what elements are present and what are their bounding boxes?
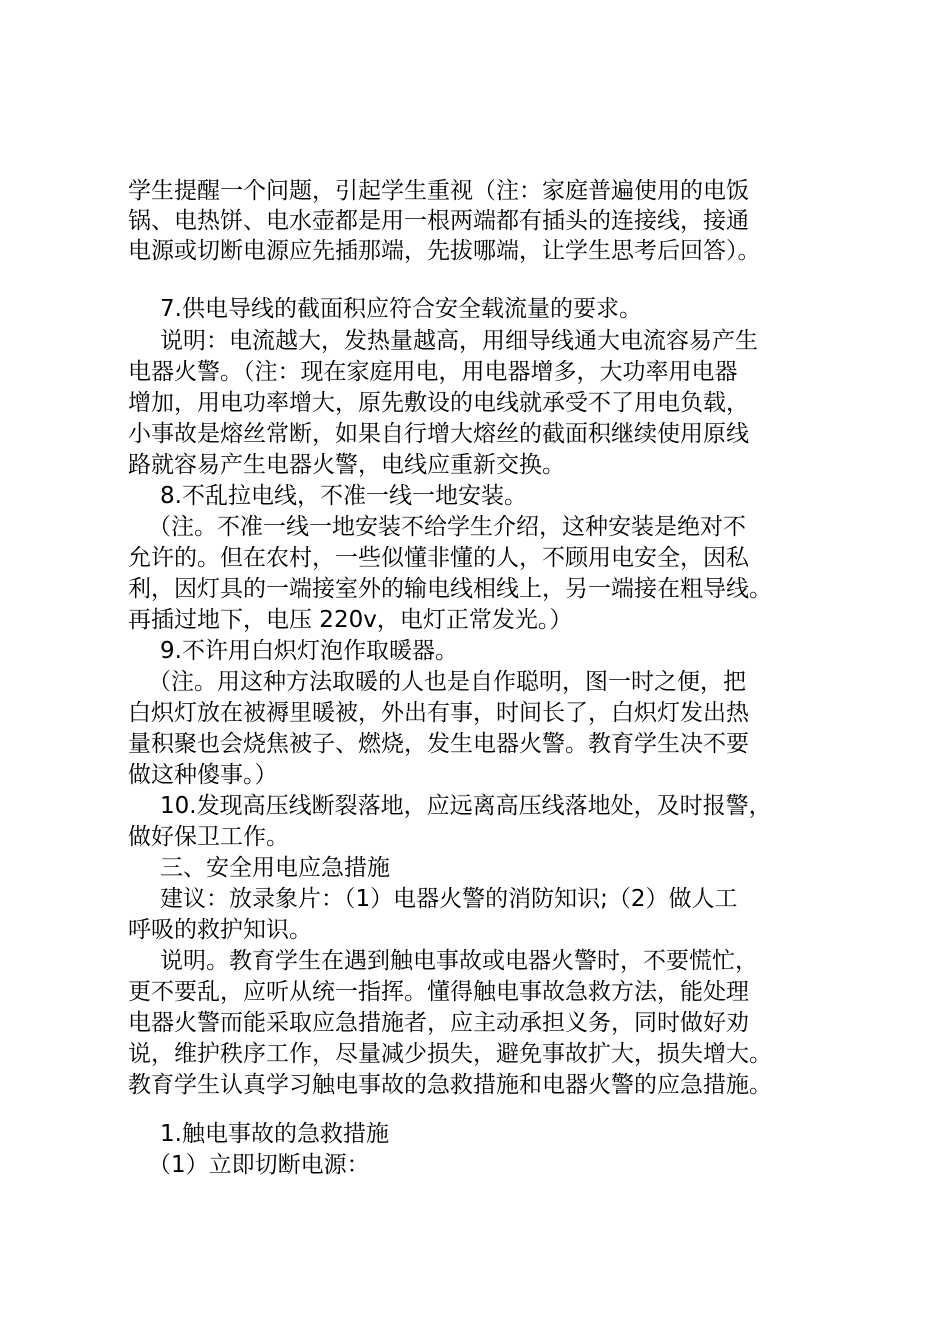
paragraph-line: 说明：电流越大，发热量越高，用细导线通大电流容易产生 bbox=[160, 328, 758, 354]
paragraph-line: 建议：放录象片：（1）电器火警的消防知识;（2）做人工 bbox=[160, 886, 738, 912]
paragraph-line: 锅、电热饼、电水壶都是用一根两端都有插头的连接线，接通 bbox=[128, 208, 749, 234]
paragraph-line: 呼吸的救护知识。 bbox=[128, 917, 312, 943]
paragraph-line: 做这种傻事。） bbox=[128, 762, 278, 788]
paragraph-line: 教育学生认真学习触电事故的急救措施和电器火警的应急措施。 bbox=[128, 1072, 772, 1098]
paragraph-line: 再插过地下，电压 220v，电灯正常发光。） bbox=[128, 607, 573, 633]
paragraph-line: 允许的。但在农村，一些似懂非懂的人，不顾用电安全，因私 bbox=[128, 545, 749, 571]
paragraph-line: （注。不准一线一地安装不给学生介绍，这种安装是绝对不 bbox=[148, 514, 746, 540]
section-item-10: 10.发现高压线断裂落地，应远离高压线落地处，及时报警， bbox=[160, 793, 772, 819]
section-item-9: 9.不许用白炽灯泡作取暖器。 bbox=[160, 638, 458, 664]
paragraph-line: （注。用这种方法取暖的人也是自作聪明，图一时之便，把 bbox=[148, 669, 746, 695]
paragraph-line: 电器火警。（注：现在家庭用电，用电器增多，大功率用电器 bbox=[128, 359, 738, 385]
paragraph-line: 小事故是熔丝常断，如果自行增大熔丝的截面积继续使用原线 bbox=[128, 421, 749, 447]
paragraph-line: 量积聚也会烧焦被子、燃烧，发生电器火警。教育学生决不要 bbox=[128, 731, 749, 757]
paragraph-line: 说明。教育学生在遇到触电事故或电器火警时，不要慌忙， bbox=[160, 948, 758, 974]
paragraph-line: 学生提醒一个问题，引起学生重视（注：家庭普遍使用的电饭 bbox=[128, 178, 749, 204]
paragraph-line: 电器火警而能采取应急措施者，应主动承担义务，同时做好劝 bbox=[128, 1010, 749, 1036]
paragraph-line: 路就容易产生电器火警，电线应重新交换。 bbox=[128, 452, 565, 478]
section-heading: 三、安全用电应急措施 bbox=[160, 855, 390, 881]
section-item-7: 7.供电导线的截面积应符合安全载流量的要求。 bbox=[160, 296, 642, 322]
paragraph-line: 白炽灯放在被褥里暖被，外出有事，时间长了，白炽灯发出热 bbox=[128, 700, 749, 726]
paragraph-line: 做好保卫工作。 bbox=[128, 824, 289, 850]
paragraph-line: 更不要乱，应听从统一指挥。懂得触电事故急救方法，能处理 bbox=[128, 979, 749, 1005]
subsection-heading: 1.触电事故的急救措施 bbox=[160, 1121, 389, 1147]
paragraph-line: 利，因灯具的一端接室外的输电线相线上，另一端接在粗导线。 bbox=[128, 576, 772, 602]
paragraph-line: （1）立即切断电源： bbox=[148, 1152, 370, 1178]
paragraph-line: 电源或切断电源应先插那端，先拔哪端，让学生思考后回答）。 bbox=[128, 238, 761, 264]
paragraph-line: 说，维护秩序工作，尽量减少损失，避免事故扩大，损失增大。 bbox=[128, 1041, 772, 1067]
paragraph-line: 增加，用电功率增大，原先敷设的电线就承受不了用电负载， bbox=[128, 390, 749, 416]
section-item-8: 8.不乱拉电线，不准一线一地安装。 bbox=[160, 483, 527, 509]
